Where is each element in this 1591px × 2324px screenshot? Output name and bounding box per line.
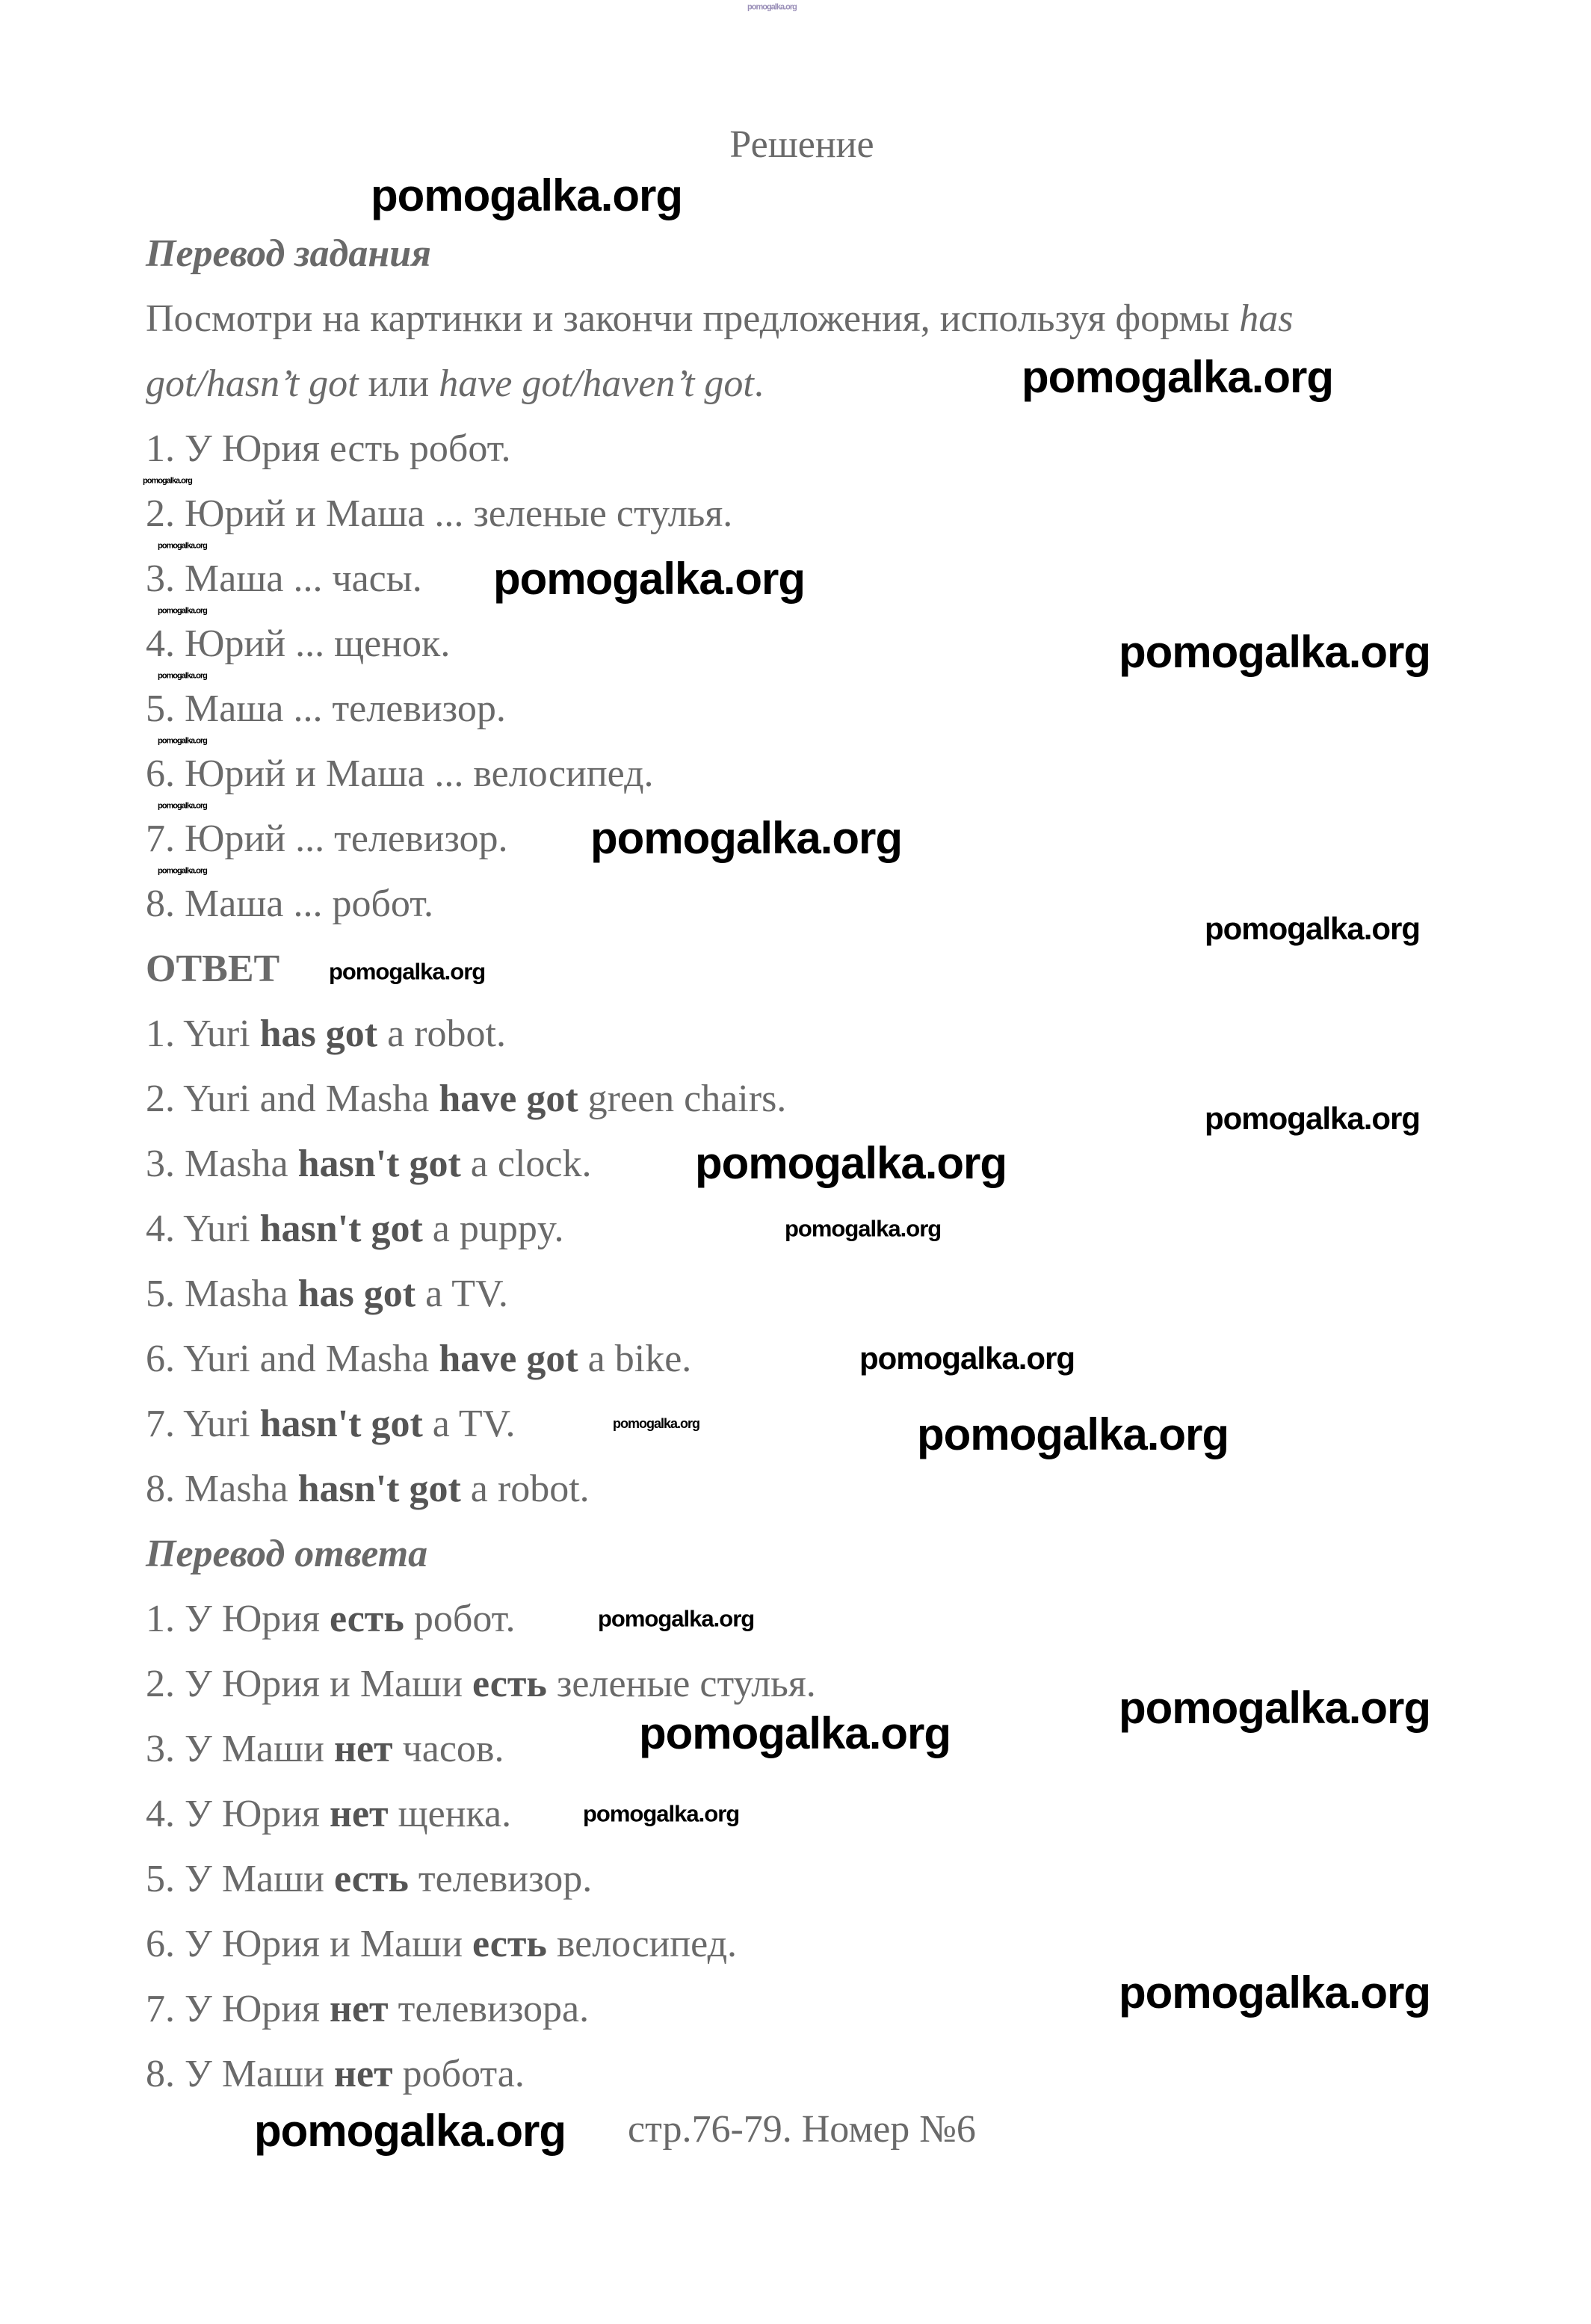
text-segment: has <box>1239 297 1294 340</box>
text-segment: велосипед. <box>546 1923 738 1965</box>
watermark: pomogalka.org <box>158 866 207 876</box>
watermark: pomogalka.org <box>613 1416 700 1431</box>
text-segment: got/hasn’t got <box>146 362 359 405</box>
bold-text: hasn't got <box>259 1208 423 1250</box>
watermark: pomogalka.org <box>158 541 207 551</box>
section-heading: ОТВЕТ <box>146 948 280 990</box>
text-segment: a bike. <box>578 1338 692 1380</box>
text-segment: 5. Masha <box>146 1273 298 1315</box>
watermark: pomogalka.org <box>158 736 207 746</box>
text-segment: a puppy. <box>422 1208 564 1250</box>
text-segment: have got/haven’t got <box>439 362 754 405</box>
text-line <box>146 676 1491 741</box>
watermark: pomogalka.org <box>493 554 806 604</box>
text-segment: green chairs. <box>578 1078 787 1120</box>
text-segment: a TV. <box>422 1403 516 1445</box>
watermark: pomogalka.org <box>747 2 797 12</box>
text-segment: 1. У Юрия <box>146 1598 330 1640</box>
text-segment: 7. У Юрия <box>146 1988 330 2030</box>
bold-text: нет <box>334 1728 393 1770</box>
watermark: pomogalka.org <box>917 1409 1229 1459</box>
watermark: pomogalka.org <box>329 958 486 985</box>
text-segment: 4. Yuri <box>146 1208 260 1250</box>
watermark: pomogalka.org <box>158 606 207 616</box>
text-line <box>146 1781 1491 1846</box>
text-segment: a robot. <box>460 1468 590 1510</box>
watermark: pomogalka.org <box>695 1138 1007 1188</box>
watermark: pomogalka.org <box>859 1341 1075 1376</box>
watermark: pomogalka.org <box>1119 1683 1431 1733</box>
text-line <box>146 1261 1491 1326</box>
text-line <box>146 741 1491 806</box>
bold-text: has got <box>259 1013 378 1055</box>
watermark: pomogalka.org <box>639 1708 951 1758</box>
bold-text: есть <box>334 1858 409 1900</box>
text-segment: робот. <box>404 1598 516 1640</box>
watermark: pomogalka.org <box>143 476 192 486</box>
text-segment: a robot. <box>377 1013 506 1055</box>
bold-text: нет <box>334 2053 393 2095</box>
text-line <box>146 1391 1491 1459</box>
bold-text: нет <box>330 1988 389 2030</box>
text-segment: 5. Маша ... телевизор. <box>146 687 506 730</box>
page-reference: стр.76-79. Номер №6 <box>628 2108 976 2151</box>
watermark: pomogalka.org <box>598 1605 755 1632</box>
text-segment: 6. Юрий и Маша ... велосипед. <box>146 752 654 795</box>
text-line <box>146 481 1491 546</box>
text-segment: 3. Маша ... часы. <box>146 557 422 600</box>
watermark: pomogalka.org <box>371 170 683 220</box>
text-segment: 7. Юрий ... телевизор. <box>146 818 508 860</box>
text-segment: 1. У Юрия есть робот. <box>146 427 511 470</box>
bold-text: have got <box>439 1338 578 1380</box>
watermark: pomogalka.org <box>785 1215 942 1242</box>
watermark: pomogalka.org <box>1205 911 1421 946</box>
text-segment: 6. У Юрия и Маши <box>146 1923 473 1965</box>
text-line <box>146 1912 1491 1977</box>
watermark: pomogalka.org <box>1022 352 1334 402</box>
text-segment: 8. Маша ... робот. <box>146 883 434 925</box>
text-segment: 4. У Юрия <box>146 1793 330 1835</box>
text-line <box>146 546 1491 611</box>
text-segment: Посмотри на картинки и закончи предложения, используя формы <box>146 297 1240 340</box>
bold-text: hasn't got <box>297 1143 461 1185</box>
text-line <box>146 221 1491 286</box>
text-segment: a clock. <box>460 1143 592 1185</box>
watermark: pomogalka.org <box>254 2106 566 2156</box>
text-line <box>146 1456 1491 1521</box>
text-segment: . <box>753 362 764 405</box>
text-segment: телевизор. <box>408 1858 593 1900</box>
text-line <box>146 286 1491 351</box>
watermark: pomogalka.org <box>1119 1968 1431 2018</box>
text-line <box>146 1521 1491 1586</box>
watermark: pomogalka.org <box>158 801 207 811</box>
text-line <box>146 1001 1491 1066</box>
bold-text: has got <box>297 1273 416 1315</box>
text-segment: 5. У Маши <box>146 1858 335 1900</box>
text-segment: 8. Masha <box>146 1468 298 1510</box>
text-segment: 3. Masha <box>146 1143 298 1185</box>
text-segment: или <box>358 362 439 405</box>
bold-text: have got <box>439 1078 578 1120</box>
text-line <box>146 1586 1491 1651</box>
text-segment: 1. Yuri <box>146 1013 260 1055</box>
bold-text: hasn't got <box>259 1403 423 1445</box>
text-segment: 2. У Юрия и Маши <box>146 1663 473 1705</box>
text-segment: щенка. <box>388 1793 512 1835</box>
text-segment: 7. Yuri <box>146 1403 260 1445</box>
bold-text: нет <box>330 1793 389 1835</box>
text-segment: телевизора. <box>388 1988 590 2030</box>
text-line <box>146 1846 1491 1912</box>
section-heading: Перевод задания <box>146 232 431 275</box>
text-line <box>146 416 1491 481</box>
bold-text: есть <box>472 1663 547 1705</box>
text-segment: 2. Yuri and Masha <box>146 1078 439 1120</box>
text-segment: 2. Юрий и Маша ... зеленые стулья. <box>146 492 733 535</box>
text-segment: 6. Yuri and Masha <box>146 1338 439 1380</box>
watermark: pomogalka.org <box>590 813 903 863</box>
text-segment: зеленые стулья. <box>546 1663 816 1705</box>
text-line <box>146 1326 1491 1391</box>
watermark: pomogalka.org <box>1205 1101 1421 1136</box>
section-heading: Перевод ответа <box>146 1533 428 1575</box>
text-segment: 8. У Маши <box>146 2053 335 2095</box>
bold-text: hasn't got <box>297 1468 461 1510</box>
text-segment: 3. У Маши <box>146 1728 335 1770</box>
text-segment: a TV. <box>415 1273 508 1315</box>
page-title: Решение <box>729 123 874 166</box>
bold-text: есть <box>472 1923 547 1965</box>
text-segment: робота. <box>392 2053 525 2095</box>
watermark: pomogalka.org <box>1119 627 1431 677</box>
watermark: pomogalka.org <box>158 671 207 681</box>
bold-text: есть <box>330 1598 404 1640</box>
text-segment: часов. <box>392 1728 504 1770</box>
text-segment: 4. Юрий ... щенок. <box>146 622 451 665</box>
watermark: pomogalka.org <box>583 1800 740 1827</box>
